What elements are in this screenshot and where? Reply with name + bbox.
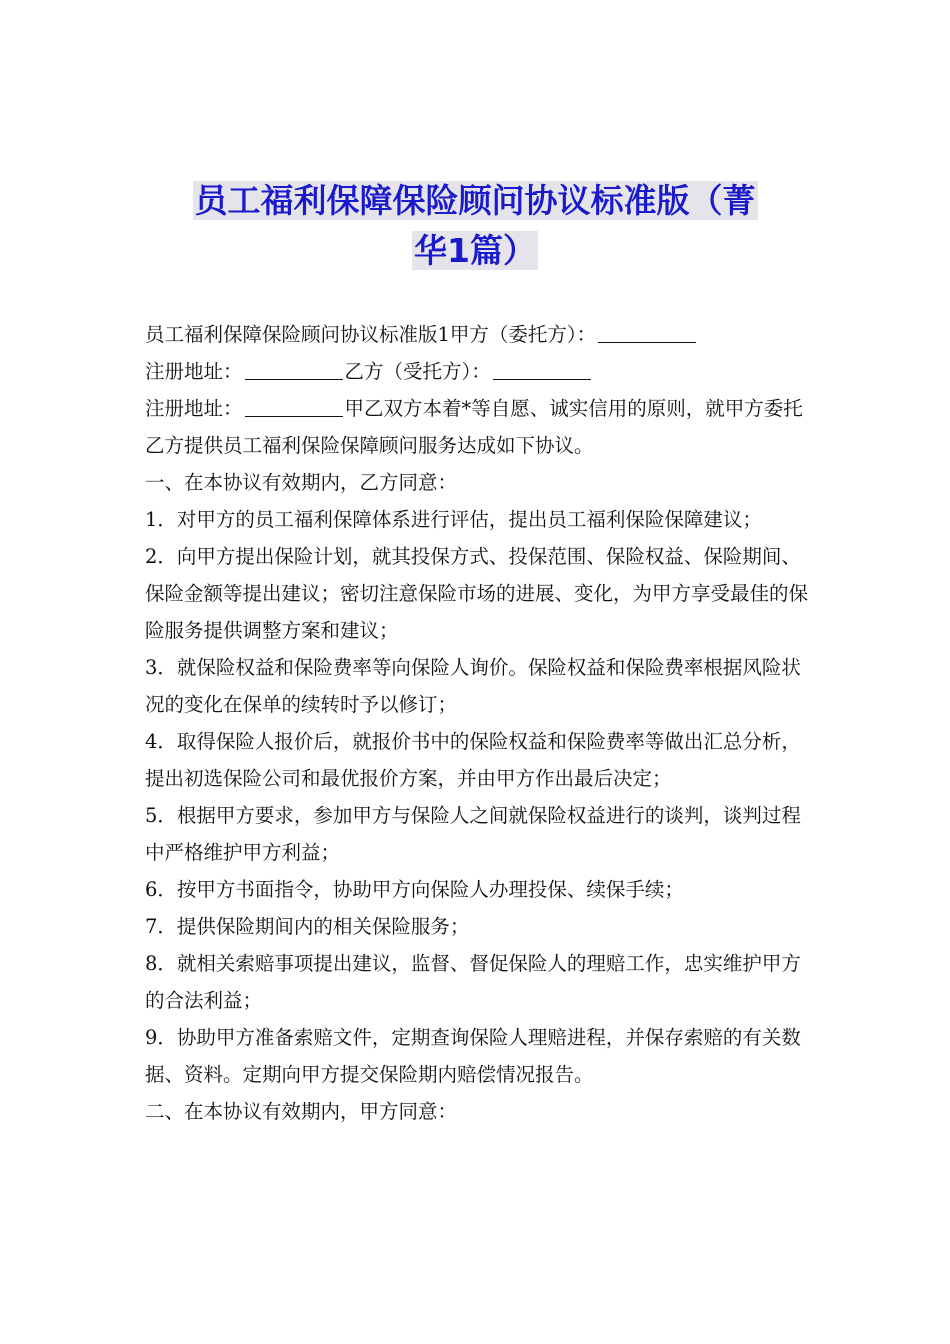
clause-paragraph: 2．向甲方提出保险计划，就其投保方式、投保范围、保险权益、保险期间、保险金额等提出建议；密切注意保险市场的进展、变化，为甲方享受最佳的保险服务提供调整方案和建议； bbox=[145, 545, 809, 642]
intro-text: 甲乙双方本着*等自愿、诚实信用的原则，就甲方委托乙方提供员工福利保险保障顾问服务达成如下协议。 bbox=[145, 397, 803, 457]
party-b-blank-field bbox=[493, 357, 591, 380]
clause-paragraph: 9．协助甲方准备索赔文件，定期查询保险人理赔进程，并保存索赔的有关数据、资料。定期向甲方提交保险期内赔偿情况报告。 bbox=[145, 1026, 801, 1086]
address-b-intro-paragraph bbox=[145, 390, 810, 464]
party-b-label: 乙方（受托方）： bbox=[344, 360, 491, 383]
clause-paragraph: 1．对甲方的员工福利保障体系进行评估，提出员工福利保险保障建议； bbox=[145, 508, 762, 531]
clause-paragraph: 6．按甲方书面指令，协助甲方向保险人办理投保、续保手续； bbox=[145, 878, 684, 901]
address-a-blank-field bbox=[245, 357, 343, 380]
section-one-heading: 一、在本协议有效期内，乙方同意： bbox=[145, 471, 458, 494]
clause-paragraph: 3．就保险权益和保险费率等向保险人询价。保险权益和保险费率根据风险状况的变化在保单的续转时予以修订； bbox=[145, 656, 801, 716]
party-a-line bbox=[145, 316, 810, 353]
clause-paragraph: 8．就相关索赔事项提出建议，监督、督促保险人的理赔工作，忠实维护甲方的合法利益； bbox=[145, 952, 801, 1012]
document-body bbox=[145, 316, 810, 1130]
clause-paragraph: 4．取得保险人报价后，就报价书中的保险权益和保险费率等做出汇总分析，提出初选保险公司和最优报价方案，并由甲方作出最后决定； bbox=[145, 730, 801, 790]
address-label-a: 注册地址： bbox=[145, 360, 243, 383]
section-two-heading: 二、在本协议有效期内，甲方同意： bbox=[145, 1100, 458, 1123]
clause-paragraph: 7．提供保险期间内的相关保险服务； bbox=[145, 915, 470, 938]
address-b-blank-field bbox=[245, 394, 343, 417]
party-a-label: 员工福利保障保险顾问协议标准版1甲方（委托方）： bbox=[145, 323, 597, 346]
address-party-b-line bbox=[145, 353, 810, 390]
document-title bbox=[140, 176, 810, 276]
clause-paragraph: 5．根据甲方要求，参加甲方与保险人之间就保险权益进行的谈判，谈判过程中严格维护甲方利益； bbox=[145, 804, 801, 864]
address-label-b: 注册地址： bbox=[145, 397, 243, 420]
document-title-line-1: 员工福利保障保险顾问协议标准版（菁 bbox=[194, 181, 756, 220]
party-a-blank-field bbox=[598, 320, 696, 343]
document-title-line-2: 华1篇） bbox=[414, 231, 536, 270]
